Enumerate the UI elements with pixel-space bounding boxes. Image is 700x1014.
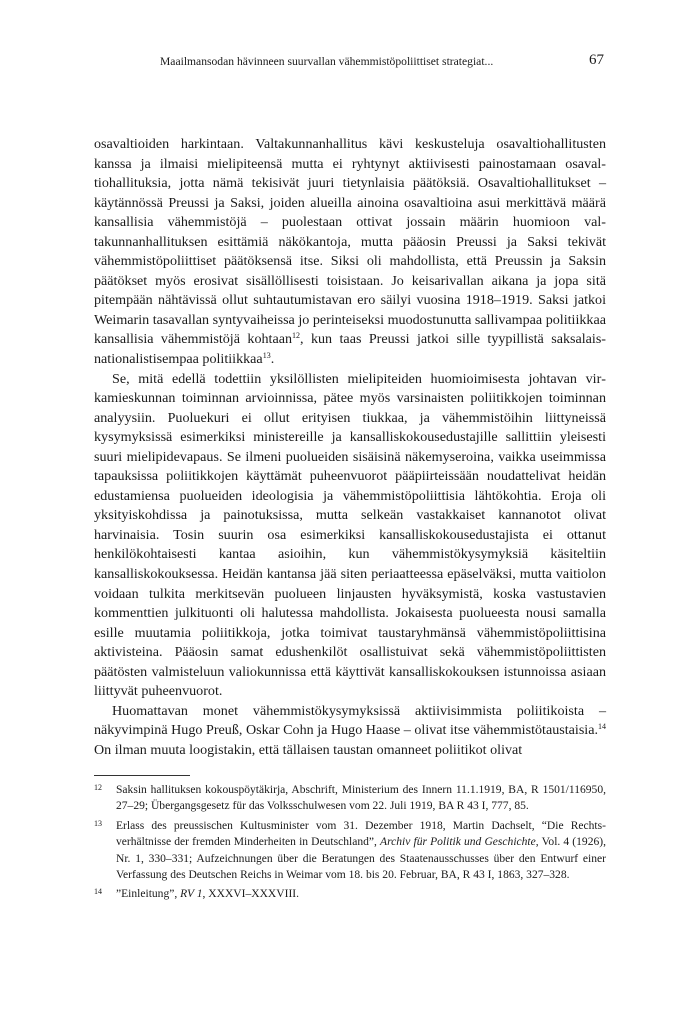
footnote-separator bbox=[94, 775, 190, 776]
footnotes bbox=[94, 782, 606, 903]
footnote-number: 12 bbox=[94, 783, 102, 792]
footnote-number: 14 bbox=[94, 887, 102, 897]
footnote-ref-12[interactable]: 12 bbox=[292, 331, 301, 341]
paragraph-3-text-a: Huomattavan monet vähemmistökysymyksissä aktiivisimmista poliitikoista – näkyvimpinä Hugo Preuß, Oskar Cohn ja Hugo Haase – olivat itse vähemmistötaustaisia. bbox=[94, 702, 606, 739]
footnote-14 bbox=[94, 886, 606, 902]
footnote-text-a: ”Einleitung”, bbox=[116, 888, 181, 901]
paragraph-1 bbox=[94, 135, 606, 370]
paragraph-1-text-a: osavaltioiden harkintaan. Valtakunnanhallitus kävi keskusteluja osavaltiohallitusten kanssa ja ilmaisi mielipiteensä mutta ei ryhtynyt aktiivisesti painostamaan osavaltiohallituksia, jotta nämä tekisivät juuri tietynlaisia päätöksiä. Osavaltiohallitukset – käytännössä Preussi ja Saksi, joiden alueilla ainoina osavaltioina asui merkittävä määrä kansallisia vähemmistöjä – puolestaan ottivat jossain määrin huomioon valtakunnanhallituksen esittämiä näkökantoja, mutta pääosin Preussi ja Saksi tekivät vähemmistöpoliittiset päätöksensä itse. Siksi oli mahdollista, että Preussin ja Saksin päätökset myös erosivat sisällöllisesti toisistaan. Jo keisarivallan aikana ja jopa sitä pitempään nähtävissä ollut suhtautumistavan ero säilyi vuosina 1918–1919. Saksi jatkoi Weimarin tasavallan syntyvaiheissa jo perinteiseksi muodostunutta sallivampaa politiikkaa kansallisia vähemmistöjä kohtaan bbox=[94, 136, 606, 348]
footnote-12 bbox=[94, 782, 606, 815]
footnote-text-a: Erlass des preussischen Kultusminister vom 31. Dezember 1918, Martin Dachselt, “Die Rechtsverhältnisse der fremden Minderheiten in Deutschland”, bbox=[116, 819, 606, 849]
footnote-text: Saksin hallituksen kokouspöytäkirja, Abschrift, Ministerium des Innern 11.1.1919, BA, R 1501/116950, 27–29; Übergangsgesetz für das Volksschulwesen vom 22. Juli 1919, BA R 43 I, 777, 85. bbox=[116, 784, 606, 813]
footnote-ref-13[interactable]: 13 bbox=[262, 351, 271, 361]
footnote-13 bbox=[94, 818, 606, 884]
page-number: 67 bbox=[589, 52, 604, 68]
footnote-ref-14[interactable]: 14 bbox=[598, 722, 606, 732]
footnote-journal-title: Archiv für Politik und Geschichte bbox=[380, 836, 536, 849]
paragraph-1-text-c: . bbox=[270, 351, 275, 368]
paragraph-3-text-b: On ilman muuta loogistakin, että tällaisen taustan omanneet poliitikot olivat bbox=[94, 741, 523, 758]
footnote-text-b: , Vol. 4 (1926), Nr. 1, 330–331; Aufzeichnungen über die Beratungen des Staatenausschusses über den Entwurf einer Verfassung des Deutschen Reichs in Weimar vom 18. bis 20. Februar, BA, R 43 I, 1863, 327–328. bbox=[116, 836, 606, 882]
running-title: Maailmansodan hävinneen suurvallan vähemmistöpoliittiset strategiat... bbox=[160, 55, 494, 68]
footnote-text-b: , XXXVI–XXXVIII. bbox=[202, 888, 300, 901]
paragraph-1-text-b: , kun taas Preussi jatkoi sille tyypillistä saksalais-nationalistisempaa politiikkaa bbox=[94, 331, 606, 368]
paragraph-2: Se, mitä edellä todettiin yksilöllisten mielipiteiden huomioimisesta johtavan virkamieskunnan toiminnan arvioinnissa, pätee myös varsinaisten poliitikkojen toiminnan analyysiin. Puoluekuri ei ollut erityisen tiukkaa, ja vähemmistöihin liittyneissä kysymyksissä esimerkiksi ministereille ja kansalliskokousedustajille sallittiin yleisesti suuri mielipidevapaus. Se ilmeni puolueiden sisäisinä näkemyseroina, vaikka useimmissa tapauksissa poliitikkojen käyttämät puheenvuorot pääpiirteissään noudattelivat heidän edustamiensa puolueiden ideologisia ja vähemmistöpoliittisia lähtökohtia. Eroja oli yksityiskohdissa ja painotuksissa, mutta selkeän vastakkaiset kannanotot olivat harvinaisia. Tosin suurin osa esimerkiksi kansalliskokousedustajista ei ottanut henkilökohtaisesti kantaa asioihin, kun vähemmistökysymyksiä käsiteltiin kansalliskokouksessa. Heidän kantansa jää siten periaatteessa epäselväksi, mutta vaitiolon voidaan tulkita merkitsevän puolueen linjausten hyväksymistä, koska vastustavien kommenttien julkituonti oli halutessa mahdollista. Jokaisesta puolueesta nousi samalla esille muutamia poliitikkoja, jotka toimivat taustaryhmänsä vähemmistöpoliittisina aktivisteina. Pääosin samat edushenkilöt osallistuivat sekä vähemmistöpoliittisten päätösten valmisteluun valiokunnissa että käyttivät kansalliskokouksen istunnoissa asiaan liittyvät puheenvuorot. bbox=[94, 370, 606, 700]
footnote-source-title: RV 1 bbox=[180, 888, 203, 901]
footnote-number: 13 bbox=[94, 818, 102, 828]
running-header bbox=[94, 52, 606, 72]
paragraph-3 bbox=[94, 702, 606, 761]
body-text bbox=[94, 135, 606, 761]
